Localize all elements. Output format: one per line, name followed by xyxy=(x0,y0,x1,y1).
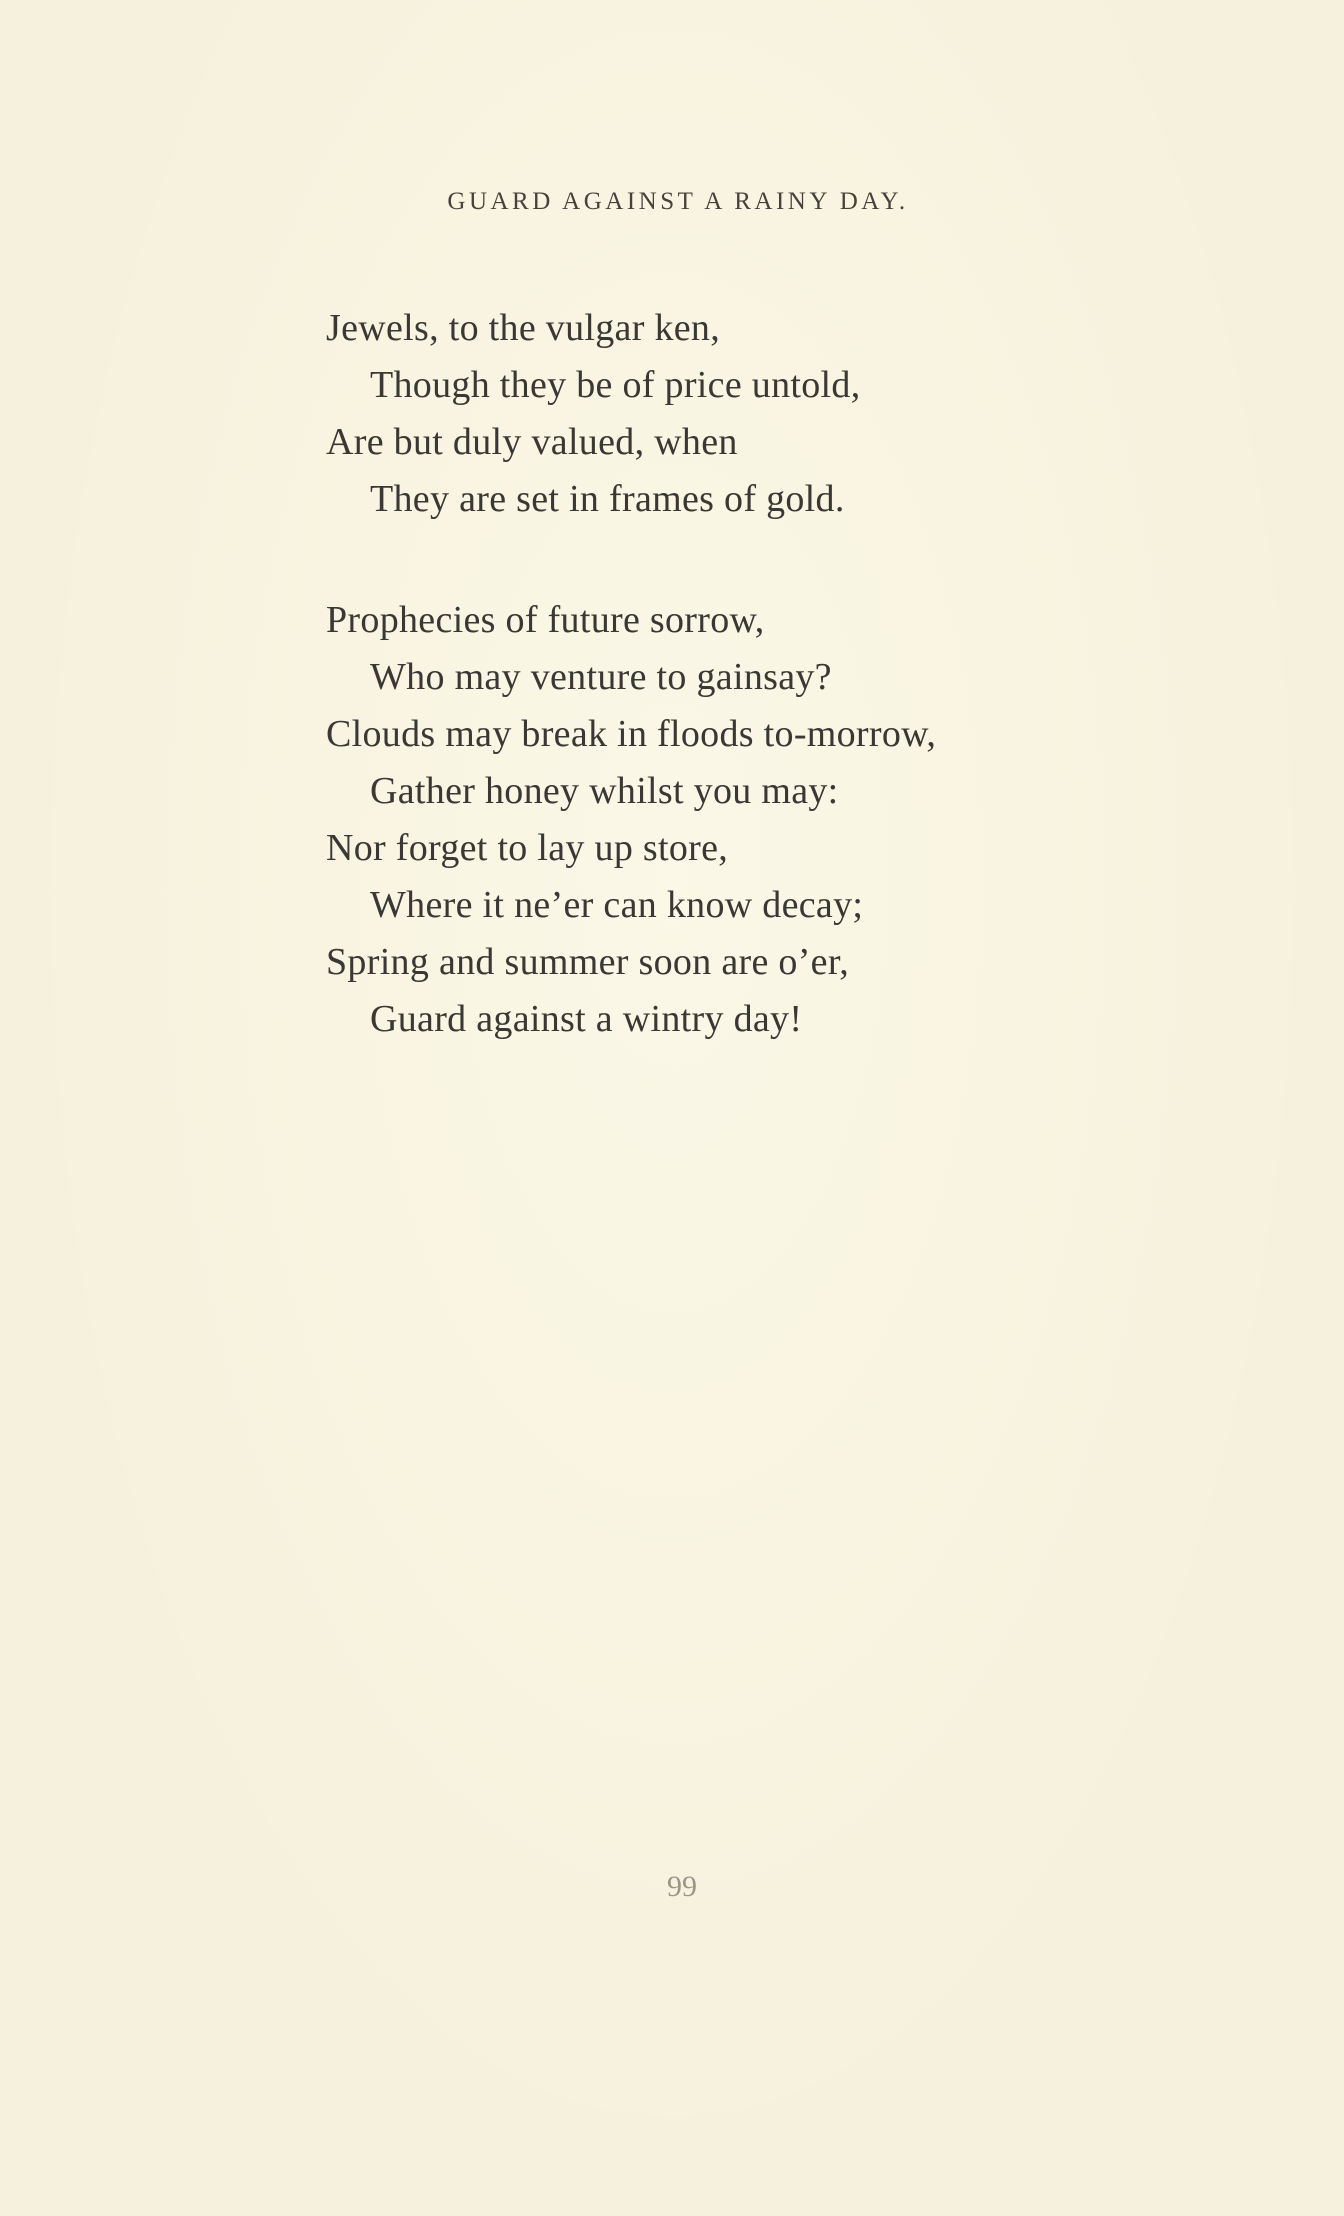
poem-line: Clouds may break in floods to-morrow, xyxy=(326,713,937,755)
poem-line: Where it ne’er can know decay; xyxy=(370,884,864,926)
poem-line: Guard against a wintry day! xyxy=(370,998,803,1040)
poem-line: Though they be of price untold, xyxy=(370,364,861,406)
poem-line: Prophecies of future sorrow, xyxy=(326,599,765,641)
poem-line: Gather honey whilst you may: xyxy=(370,770,839,812)
poem-line: They are set in frames of gold. xyxy=(370,478,845,520)
running-head: GUARD AGAINST A RAINY DAY. xyxy=(447,188,909,215)
stanza xyxy=(326,592,1126,1048)
poem-line: Jewels, to the vulgar ken, xyxy=(326,307,721,349)
page-number: 99 xyxy=(667,1870,697,1903)
poem-line: Are but duly valued, when xyxy=(326,421,738,463)
poem xyxy=(326,300,1126,1048)
poem-line: Nor forget to lay up store, xyxy=(326,827,729,869)
poem-line: Spring and summer soon are o’er, xyxy=(326,941,850,983)
stanza xyxy=(326,300,1126,528)
poem-line: Who may venture to gainsay? xyxy=(370,656,832,698)
